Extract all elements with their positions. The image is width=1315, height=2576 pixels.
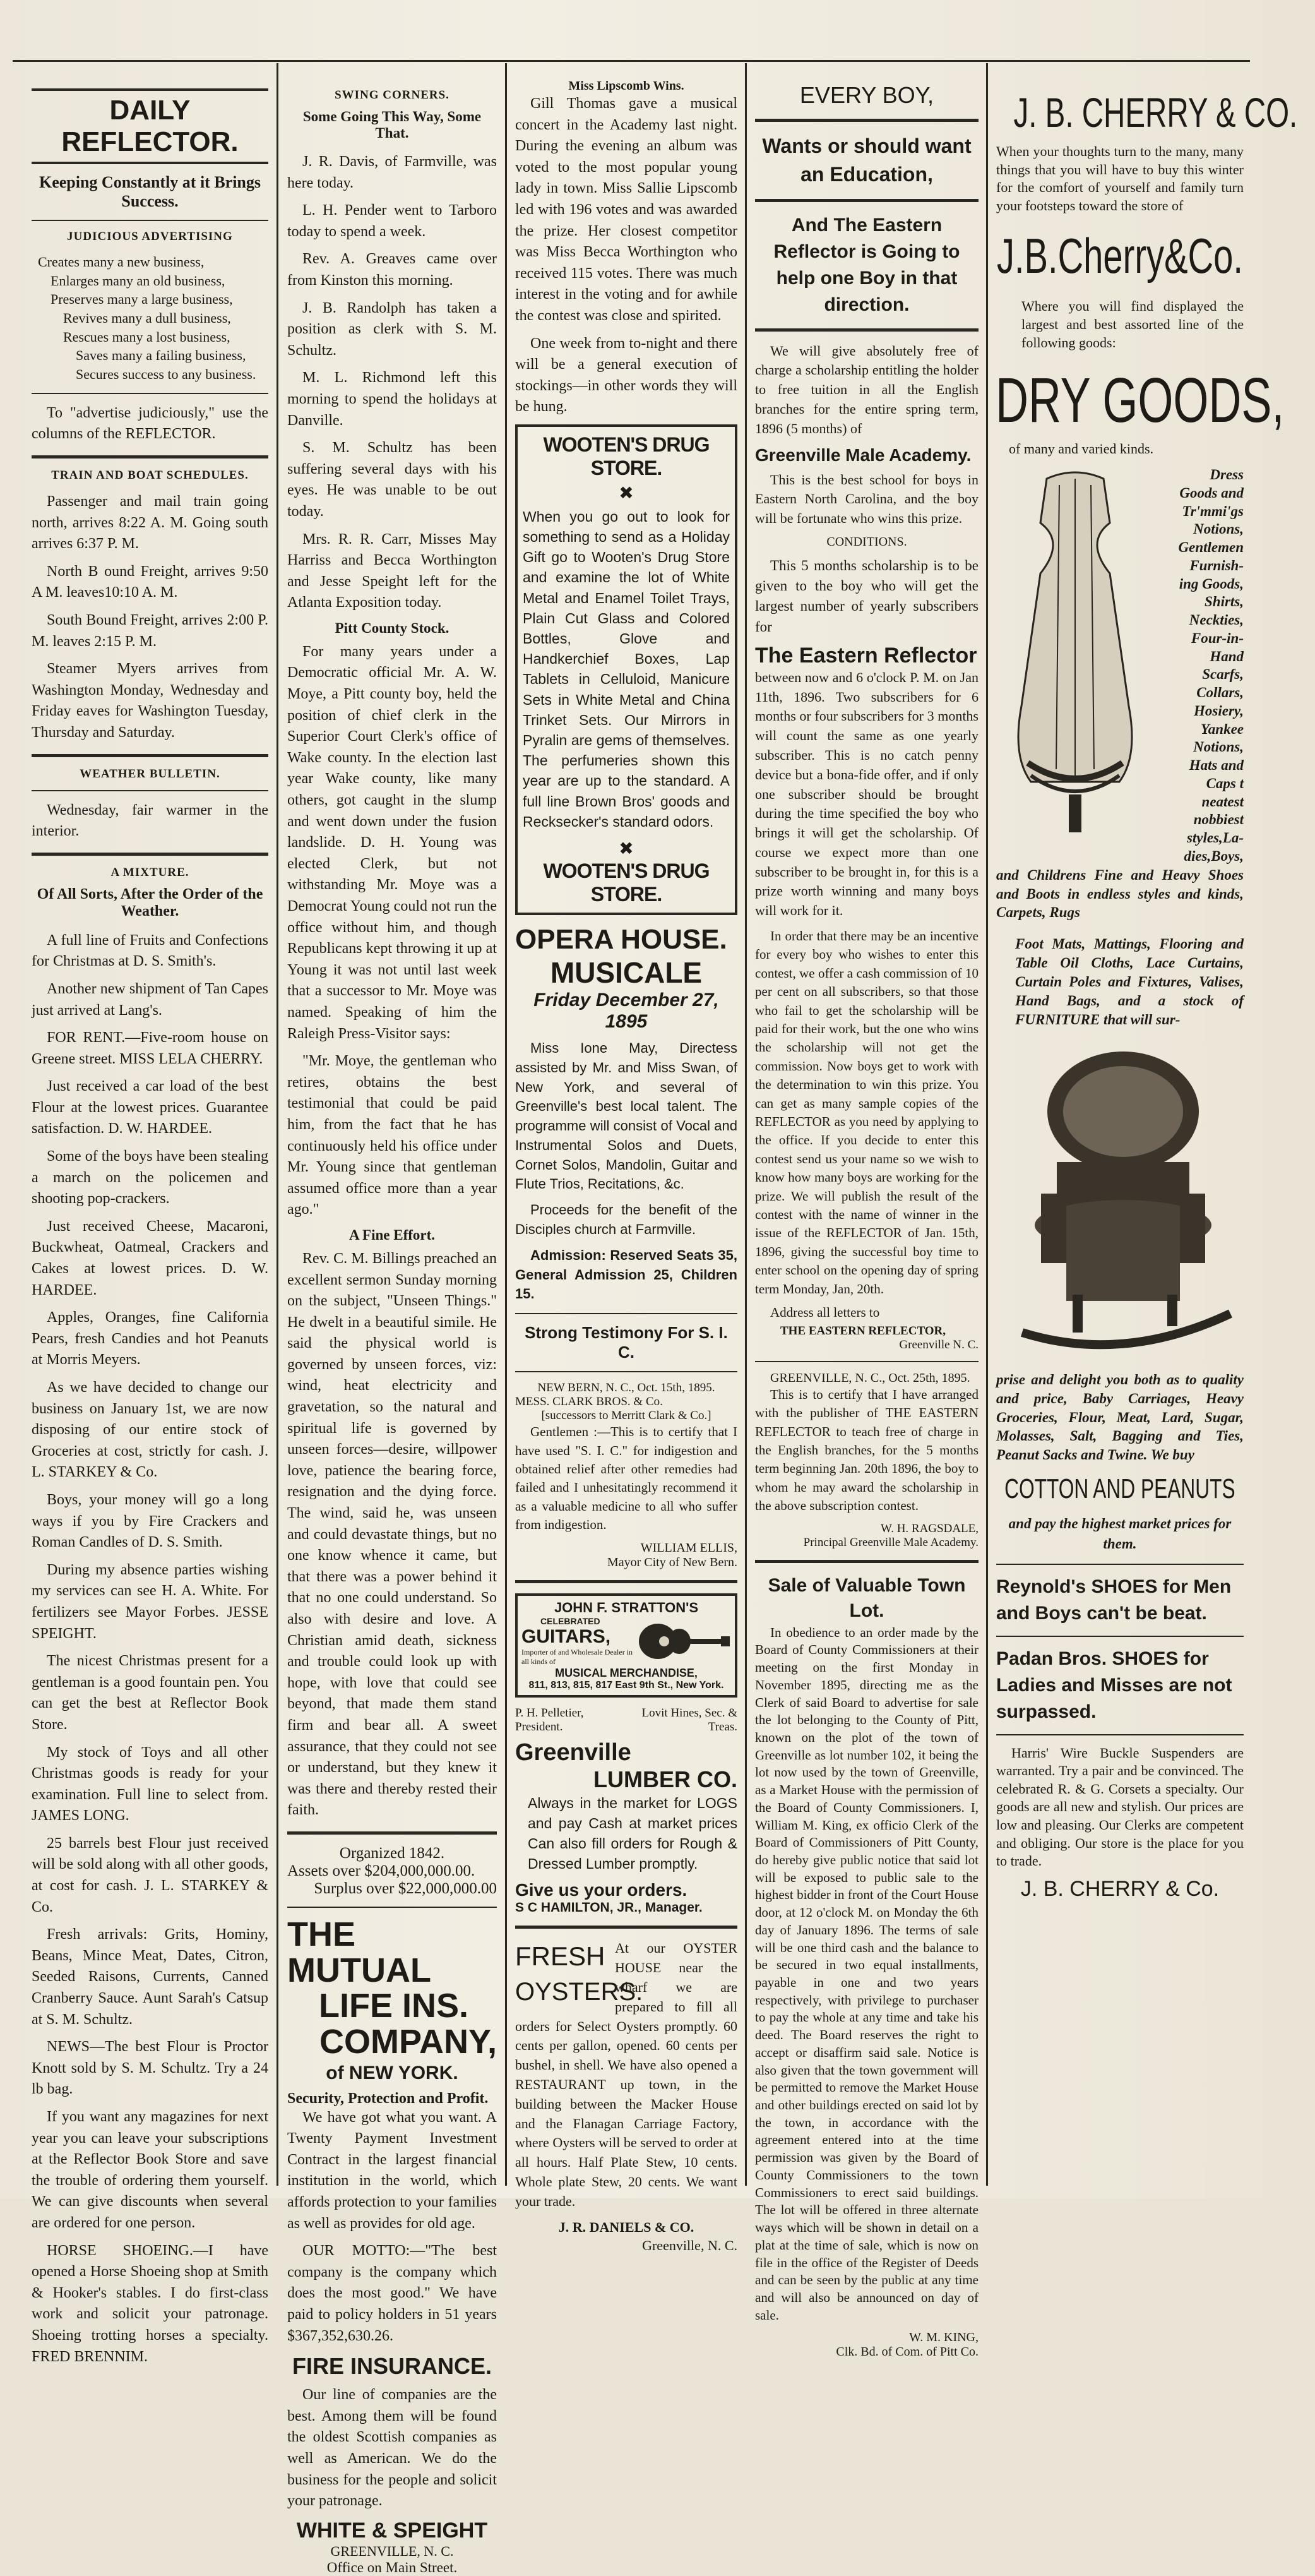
personal-item: S. M. Schultz has been suffering several days with his eyes. He was unable to be out today. [287, 440, 497, 520]
mixture-item: If you want any magazines for next year you can leave your subscriptions at the Reflector Book Store and save the trouble of ordering them yourself. We can give discounts when several are ordered for one person. [32, 2109, 268, 2231]
firm-top: J. B. CHERRY & CO. [1013, 89, 1298, 136]
goods-line: Hosiery, [1194, 702, 1244, 719]
swing-corners-sub: Some Going This Way, Some That. [302, 109, 482, 141]
mixture-item: Fresh arrivals: Grits, Hominy, Beans, Mince Meat, Dates, Citron, Seeded Raisons, Currents, Canned Cranberry Sauce. Aunt Sarah's Catsup at S. M. Schultz. [32, 1926, 268, 2028]
fire-text: Our line of companies are the best. Among them will be found the oldest Scottish companies as well as American. We do the business for the people and solicit your patronage. [287, 2387, 497, 2510]
week-text: One week from to-night and there will be a general execution of stockings—in other words they will be hung. [515, 335, 737, 416]
schedule-entry: North B ound Freight, arrives 9:50 A M. leaves10:10 A. M. [32, 563, 268, 601]
musicale-title: MUSICALE [550, 956, 703, 989]
schedule-entry: Steamer Myers arrives from Washington Monday, Wednesday and Friday eaves for Washington Tuesday, Thursday and Saturday. [32, 661, 268, 741]
cherry-mats: Foot Mats, Mattings, Flooring and Table Oil Cloths, Lace Curtains, Curtain Poles and Fixtures, Valises, Hand Bags, and a stock of FURNITURE that will sur- [1015, 936, 1244, 1027]
drug-store-name-2: WOOTEN'S DRUG STORE. [543, 859, 710, 906]
mixture-item: Just received Cheese, Macaroni, Buckwheat, Oatmeal, Crackers and Cakes at lowest prices. D. W. HARDEE. [32, 1218, 268, 1298]
sale-text: In obedience to an order made by the Board of County Commissioners at their meeting on the first Monday in November 1895, directing me as the Clerk of said Board to advertise for sale the lot belonging to the County of Pitt, known on the plot of the town of Greenville as lot number 102, it being the lot now used by the town of Greenville, as a Market House with the permission of the Board of County Commissioners. I, William M. King, ex officio Clerk of the Board of Commissioners of Pitt County, do hereby give public notice that said lot will be exposed to public sale to the highest bidder in front of the Court House door, at 12 o'clock M. on Monday the 6th day of January 1896. The terms of sale will be one third cash and the balance to be secured in two equal installments, payable in one and two years respectively, with privilege to purchaser to pay the whole at any time and take his deed. The Board reserves the right to accept or disaffirm said sale. Notice is also given that the town government will be permitted to remove the Market House and other buildings erected on said lot by the town, in accordance with the agreement entered into at the time permission was given by the Board of County Commissioners to the town Commissioners to erect said buildings. The lot will be offered in three alternate ways which will be shown in detail on a plat at the time of sale, which is now on file in the office of the Register of Deeds and can be seen by the public at any time and will also be announced on day of sale. [755, 1624, 979, 2323]
academy-name: Greenville Male Academy. [755, 445, 972, 465]
cherry-where: Where you will find displayed the largest and best assorted line of the following goods: [1021, 298, 1244, 350]
testimony-successors: [successors to Merritt Clark & Co.] [541, 1409, 711, 1423]
testimony-signature: WILLIAM ELLIS, [640, 1540, 737, 1555]
page-top-rule [13, 60, 1250, 62]
oysters-big-2: OYSTERS. [515, 1978, 643, 2006]
certificate-signature-title: Principal Greenville Male Academy. [803, 1535, 979, 1549]
testimony-place: NEW BERN, N. C., Oct. 15th, 1895. [537, 1381, 715, 1395]
personal-item: Mrs. R. R. Carr, Misses May Harriss and Becca Worthington and Jesse Speight left for the Atlanta Exposition today. [287, 530, 497, 611]
stratton-address: 811, 813, 815, 817 East 9th St., New York. [528, 1679, 724, 1691]
effort-text: Rev. C. M. Billings preached an excellent sermon Sunday morning on the subject, "Unseen Things." He dwelt in a beautiful simile. He said the physical world is governed by unseen forces, viz: wind, heat electricity and gravetation, so the natural and spiritual life is governed by unseen forces—desire, willpower love, patience the bearing force, resignation and the dying force. The wind, said he, was unseen and could devastate things, but no one know whence it came, but that there was a power behind it that no one could understand. So also with desire and love. A Christian amid death, sickness and trouble could look up with hope, with love that could see beyond, that made them stand firm and bear all. A sweet assurance, that they could not see or understand, but they knew it was there and thereby rested their faith. [287, 1250, 497, 1819]
goods-line: Tr'mmi'gs [1182, 503, 1244, 519]
swing-corners-heading: SWING CORNERS. [335, 88, 449, 102]
weather-heading: WEATHER BULLETIN. [80, 767, 220, 781]
advertising-line: Revives many a dull business, [63, 310, 231, 326]
advertising-line: Creates many a new business, [38, 254, 205, 270]
advertising-line: Saves many a failing business, [76, 347, 246, 364]
cherry-prize: prise and delight you both as to quality and price, Baby Carriages, Heavy Groceries, Flour, Meat, Lard, Sugar, Molasses, Salt, Bagging and Ties, Peanut Sacks and Twine. We buy [996, 1371, 1244, 1463]
ins-text: We have got what you want. A Twenty Payment Investment Contract in the largest financial institution in the world, which affords protection to your families as well as provides for old age. [287, 2109, 497, 2232]
certificate-date: GREENVILLE, N. C., Oct. 25th, 1895. [770, 1370, 970, 1385]
lumber-text: Always in the market for LOGS and pay Cash at market prices Can also fill orders for Rough & Dressed Lumber promptly. [528, 1794, 737, 1872]
cotton-peanuts: COTTON AND PEANUTS [1004, 1473, 1235, 1505]
ins-security: Security, Protection and Profit. [287, 2090, 489, 2107]
mixture-item: HORSE SHOEING.—I have opened a Horse Shoeing shop at Smith & Hooker's stables. I do first-class work and solicit your patronage. Shoeing trotting horses a specialty. FRED BRENNIM. [32, 2242, 268, 2365]
academy-text: This is the best school for boys in Eastern North Carolina, and the boy will be fortunate who wins this prize. [755, 471, 979, 527]
goods-line: neatest [1201, 793, 1244, 810]
testimony-to: MESS. CLARK BROS. & Co. [515, 1395, 663, 1409]
firm-name: WHITE & SPEIGHT [296, 2518, 488, 2543]
wins-heading: Miss Lipscomb Wins. [568, 79, 684, 93]
goods-line: Scarfs, [1202, 666, 1244, 683]
ins-surplus: Surplus over $22,000,000.00 [314, 1879, 497, 1897]
effort-heading: A Fine Effort. [348, 1226, 436, 1243]
ins-name-3: COMPANY, [319, 2023, 497, 2061]
drug-store-ad [515, 424, 737, 915]
column-rule [986, 63, 988, 2186]
goods-line: Notions, [1193, 739, 1244, 755]
firm-bottom: J. B. CHERRY & Co. [1020, 1876, 1220, 1901]
mixture-item: Another new shipment of Tan Capes just arrived at Lang's. [32, 980, 268, 1019]
ins-assets: Assets over $204,000,000.00. [287, 1862, 475, 1879]
drug-store-name: WOOTEN'S DRUG STORE. [543, 433, 710, 479]
drug-store-text: When you go out to look for something to send as a Holiday Gift go to Wooten's Drug Store and examine the lot of White Metal and Enamel Toilet Trays, Plain Cut Glass and Colored Bottles, Glove and Handkerchief Boxes, Lap Tablets in Celluloid, Manicure Sets in White Metal and China Trinket Sets. Our Mirrors in Pyralin are gems of themselves. The perfumeries shown this year are up to the standard. A full line Brown Bros' goods and Recksecker's standard odors. [523, 508, 730, 830]
testimony-heading: Strong Testimony For S. I. C. [525, 1323, 728, 1362]
mixture-item: FOR RENT.—Five-room house on Greene street. MISS LELA CHERRY. [32, 1029, 268, 1067]
reynold-shoes: Reynold's SHOES for Men and Boys can't be beat. [996, 1576, 1232, 1624]
opera-house: OPERA HOUSE. [515, 923, 727, 955]
musicale-date: Friday December 27, 1895 [533, 989, 719, 1032]
conditions-heading: CONDITIONS. [826, 534, 907, 549]
sale-signature: W. M. KING, [909, 2330, 979, 2345]
mixture-heading: A MIXTURE. [110, 865, 189, 879]
lumber-name-2: LUMBER CO. [593, 1766, 737, 1792]
cherry-kinds: of many and varied kinds. [1009, 441, 1154, 457]
goods-line: Shirts, [1204, 594, 1244, 610]
goods-line: ing Goods, [1179, 575, 1244, 592]
advertise-note: To "advertise judiciously," use the columns of the REFLECTOR. [32, 404, 268, 443]
guitar-icon [636, 1616, 731, 1667]
stratton-ad [515, 1593, 737, 1698]
mixture-item: Some of the boys have been stealing a march on the policemen and shooting pop-crackers. [32, 1148, 268, 1207]
musicale-ad [515, 924, 737, 1304]
cherry-pay: and pay the highest market prices for them. [1008, 1516, 1232, 1552]
sale-signature-title: Clk. Bd. of Com. of Pitt Co. [836, 2345, 979, 2359]
stratton-guitars: GUITARS, [521, 1626, 611, 1648]
stratton-importer: Importer of and Wholesale Dealer in all kinds of [521, 1648, 633, 1666]
goods-line: Hats and [1189, 757, 1244, 774]
goods-line: Four-in- [1191, 630, 1244, 646]
divider-ornament: ✖ [619, 839, 634, 859]
rocking-chair-illustration [997, 1036, 1243, 1364]
schedule-entry: Passenger and mail train going north, arrives 8:22 A. M. Going south arrives 6:37 P. M. [32, 493, 268, 553]
ins-organized: Organized 1842. [339, 1844, 445, 1862]
dry-goods: DRY GOODS, [995, 365, 1285, 436]
testimony-text: Gentlemen :—This is to certify that I have used "S. I. C." for indigestion and obtained relief after other remedies had failed and I unhesitatingly recommend it as a valuable medicine to all who suffer from indigestion. [515, 1424, 737, 1533]
mixture-item: My stock of Toys and all other Christmas goods is ready for your examination. Full line to select from. JAMES LONG. [32, 1744, 268, 1824]
ins-name-4: of NEW YORK. [326, 2062, 458, 2083]
mixture-item: During my absence parties wishing my services can see H. A. White. For fertilizers see Mayor Forbes. JESSE SPEIGHT. [32, 1561, 268, 1642]
padan-shoes: Padan Bros. SHOES for Ladies and Misses are not surpassed. [996, 1648, 1232, 1722]
musicale-text: Miss Ione May, Directess assisted by Mr. and Miss Swan, of New York, and several of Greenville's best local talent. The programme will consist of Vocal and Instrumental Solos and Duets, Cornet Solos, Mandolin, Guitar and Flute Trios, Recitations, &c. [515, 1039, 737, 1192]
masthead: DAILY REFLECTOR. [32, 88, 268, 164]
advertising-line: Enlarges many an old business, [51, 272, 225, 289]
column-rule [505, 63, 507, 2186]
firm-office: Office on Main Street. [326, 2559, 458, 2575]
order-text: In order that there may be an incentive for every boy who wishes to enter this contest, we offer a cash commission of 10 per cent on all subscribers, so that those who fail to get the scholarship will be paid for their work, but the one who wins the scholarship will not get the commission. Now boys get to work with the determination to win this prize. You can get as many sample copies of the REFLECTOR as you need by applying to the office. If you decide to enter this contest send us your name so we wish to know how many boys are working for the prize. We will publish the result of the contest with the name of winner in the issue of the REFLECTOR of Jan. 15th, 1896, giving the successful boy time to enter school on the opening day of spring term Monday, Jan, 20th. [755, 928, 979, 1297]
ins-name-1: THE MUTUAL [287, 1915, 431, 1989]
stratton-name: JOHN F. STRATTON'S [554, 1599, 699, 1615]
lumber-name-1: Greenville [515, 1739, 631, 1766]
mixture-item: 25 barrels best Flour just received will be sold along with all other goods, at cost for cash. J. L. STARKEY & Co. [32, 1835, 268, 1915]
column-3 [509, 79, 744, 2254]
corset-illustration [996, 466, 1154, 845]
lumber-ad [515, 1706, 737, 1916]
oysters-text: At our OYSTER HOUSE near the wharf we are prepared to fill all orders for Select Oysters promptly. 60 cents per gallon, opened. 60 cents per bushel, in shell. We have also opened a RESTAURANT up town, in the building between the Macker House and the Flanagan Carriage Factory, where Oysters will be served to order at all hours. Half Plate Stew, 10 cents. Whole plate Stew, 20 cents. We want your trade. [515, 1940, 737, 2209]
personal-item: Rev. A. Greaves came over from Kinston this morning. [287, 251, 497, 289]
lumber-secretary: Lovit Hines, Sec. & Treas. [641, 1706, 737, 1734]
address-city: Greenville N. C. [899, 1338, 979, 1351]
oysters-ad [515, 1939, 737, 2255]
personal-item: J. R. Davis, of Farmville, was here today. [287, 153, 497, 191]
advertising-lines [38, 253, 268, 384]
pitt-quote: "Mr. Moye, the gentleman who retires, obtains the best testimonial that could be paid him, from the fact that he has continuously held his office under Mr. Young since that gentleman assumed office more than a year ago." [287, 1053, 497, 1218]
mixture-sub: Of All Sorts, After the Order of the Weather. [37, 885, 263, 920]
column-rule [745, 63, 747, 2186]
oysters-big-1: FRESH [515, 1941, 605, 1972]
column-rule [277, 63, 278, 2186]
cherry-goods-list [1154, 466, 1244, 866]
mixture-item: Boys, your money will go a long ways if you by Fire Crackers and Roman Candles of D. S. Smith. [32, 1491, 268, 1551]
address-line: Address all letters to [770, 1304, 880, 1320]
stratton-musical: MUSICAL MERCHANDISE, [555, 1666, 698, 1679]
conditions-text: This 5 months scholarship is to be given to the boy who will get the largest number of yearly subscribers for [755, 557, 979, 635]
wants-education: Wants or should want an Education, [762, 135, 972, 186]
advertising-line: Secures success to any business. [76, 366, 256, 383]
pitt-heading: Pitt County Stock. [335, 620, 449, 636]
fire-heading: FIRE INSURANCE. [292, 2353, 492, 2380]
divider-ornament: ✖ [619, 483, 634, 503]
and-the-reflector: And The Eastern Reflector is Going to help one Boy in that direction. [773, 214, 960, 315]
column-1 [25, 88, 275, 2365]
musicale-admission: Admission: Reserved Seats 35, General Admission 25, Children 15. [515, 1247, 737, 1302]
personal-item: J. B. Randolph has taken a position as clerk with S. M. Schultz. [287, 299, 497, 359]
firm-script: J.B.Cherry&Co. [996, 228, 1244, 284]
personal-item: M. L. Richmond left this morning to spend the holidays at Danville. [287, 369, 497, 429]
mixture-item: As we have decided to change our business on January 1st, we are now disposing of our entire stock of Groceries at cost, strictly for cash. J. L. STARKEY & Co. [32, 1379, 268, 1481]
goods-line: Neckties, [1189, 612, 1244, 628]
reflector-title: The Eastern Reflector [755, 643, 977, 668]
harris-text: Harris' Wire Buckle Suspenders are warranted. Try a pair and be convinced. The celebrated R. & G. Corsets a specialty. Our goods are all new and stylish. Our prices are low and pleasing. Our Clerks are competent and obliging. Our store is the place for you to trade. [996, 1744, 1244, 1869]
mixture-item: Apples, Oranges, fine California Pears, fresh Candies and hot Peanuts at Morris Meyers. [32, 1309, 268, 1369]
mixture-item: A full line of Fruits and Confections for Christmas at D. S. Smith's. [32, 932, 268, 970]
goods-line: Dress [1210, 467, 1244, 483]
mixture-item: Just received a car load of the best Flour at the lowest prices. Guarantee satisfaction. D. W. HARDEE. [32, 1078, 268, 1137]
stratton-celebrated: CELEBRATED [540, 1616, 600, 1627]
column-4 [749, 82, 985, 2359]
oysters-signature: J. R. DANIELS & CO. [558, 2219, 694, 2235]
goods-line: Hand [1210, 648, 1244, 664]
offer-text: We will give absolutely free of charge a scholarship entitling the holder to free tuition in all the English branches for the entire spring term, 1896 (5 months) of [755, 342, 979, 436]
mixture-item: The nicest Christmas present for a gentleman is a good fountain pen. You can get the best at Reflector Book Store. [32, 1653, 268, 1733]
weather-text: Wednesday, fair warmer in the interior. [32, 801, 268, 840]
ins-name-2: LIFE INS. [319, 1987, 469, 2025]
advertising-line: Rescues many a lost business, [63, 328, 230, 345]
oysters-city: Greenville, N. C. [642, 2238, 737, 2254]
wins-text: Gill Thomas gave a musical concert in the Academy last night. During the evening an album was voted to the most popular young lady in town. Miss Sallie Lipscomb led with 196 votes and was awarded the prize. Her closest competitor was Miss Becca Worthington who received 115 votes. There was much interest in the voting and for awhile the contest was close and spirited. [515, 95, 737, 324]
goods-line: Yankee [1200, 721, 1244, 737]
column-2 [281, 88, 503, 2575]
ins-motto: OUR MOTTO:—"The best company is the company which does the most good." We have paid to policy holders in 51 years $367,352,630.26. [287, 2243, 497, 2344]
certificate-text: This is to certify that I have arranged with the publisher of THE EASTERN REFLECTOR to teach free of charge in the English branches, for the 5 months term beginning Jan. 20th 1896, the boy to whom he may award the scholarship in the above subscription contest. [755, 1386, 979, 1514]
lumber-president: P. H. Pelletier, President. [515, 1706, 584, 1734]
goods-line: Collars, [1196, 685, 1244, 701]
musicale-proceeds: Proceeds for the benefit of the Disciples church at Farmville. [515, 1202, 737, 1238]
advertising-heading: JUDICIOUS ADVERTISING [67, 230, 233, 243]
column-5 [990, 88, 1298, 2186]
address-name: THE EASTERN REFLECTOR, [780, 1324, 946, 1338]
schedules-heading: TRAIN AND BOAT SCHEDULES. [51, 469, 249, 482]
schedule-entry: South Bound Freight, arrives 2:00 P. M. leaves 2:15 P. M. [32, 611, 268, 650]
goods-line: nobbiest [1193, 812, 1244, 828]
lumber-manager: S C HAMILTON, JR., Manager. [515, 1900, 703, 1915]
sale-heading: Sale of Valuable Town Lot. [768, 1574, 966, 1622]
firm-city: GREENVILLE, N. C. [330, 2543, 454, 2559]
lumber-orders: Give us your orders. [515, 1880, 687, 1900]
mixture-item: NEWS—The best Flour is Proctor Knott sold by S. M. Schultz. Try a 24 lb bag. [32, 2039, 268, 2098]
goods-line: Furnish- [1189, 557, 1244, 573]
advertising-line: Preserves many a large business, [51, 291, 233, 308]
cherry-children: and Childrens Fine and Heavy Shoes and Boots in endless styles and kinds, Carpets, Rugs [996, 866, 1244, 921]
goods-line: styles,La- [1186, 830, 1244, 846]
goods-line: Notions, [1193, 521, 1244, 537]
pitt-text: For many years under a Democratic official Mr. A. W. Moye, a Pitt county boy, held the position of chief clerk in the Superior Court Clerk's office of Wake county. In the election last year Wake county, like many others, got caught in the slump and went down under the fusion landslide. D. H. Young was elected Clerk, but not withstanding Mr. Moye was a Democrat Young could not run the office without him, and though Republicans kept throwing it up at Young it was not until last week that a successor to Mr. Moye was named. Speaking of him the Raleigh Press-Visitor says: [287, 643, 497, 1042]
cherry-intro: When your thoughts turn to the many, many things that you will have to buy this winter for the comfort of yourself and family turn your footsteps toward the store of [996, 143, 1244, 213]
goods-line: Gentlemen [1178, 539, 1244, 556]
goods-line: dies,Boys, [1184, 848, 1244, 864]
every-boy: EVERY BOY, [799, 82, 934, 108]
personal-item: L. H. Pender went to Tarboro today to spend a week. [287, 202, 497, 240]
testimony-signature-title: Mayor City of New Bern. [607, 1555, 737, 1569]
goods-line: Goods and [1179, 484, 1244, 501]
certificate-signature: W. H. RAGSDALE, [881, 1521, 979, 1535]
goods-line: Caps t [1206, 775, 1244, 791]
reflector-text: between now and 6 o'clock P. M. on Jan 11th, 1896. Two subscribers for 6 months or four subscribers for 3 months will count the same as one yearly subscriber. This is no catch penny device but a bona-fide offer, and if only one subscriber should be brought during the time specified the boy who brings it will get the scholarship. Of course we expect more than one subscriber to be brought in, for this is a prize worth winning and many boys will work for it. [755, 669, 979, 919]
motto: Keeping Constantly at it Brings Success. [39, 173, 261, 210]
